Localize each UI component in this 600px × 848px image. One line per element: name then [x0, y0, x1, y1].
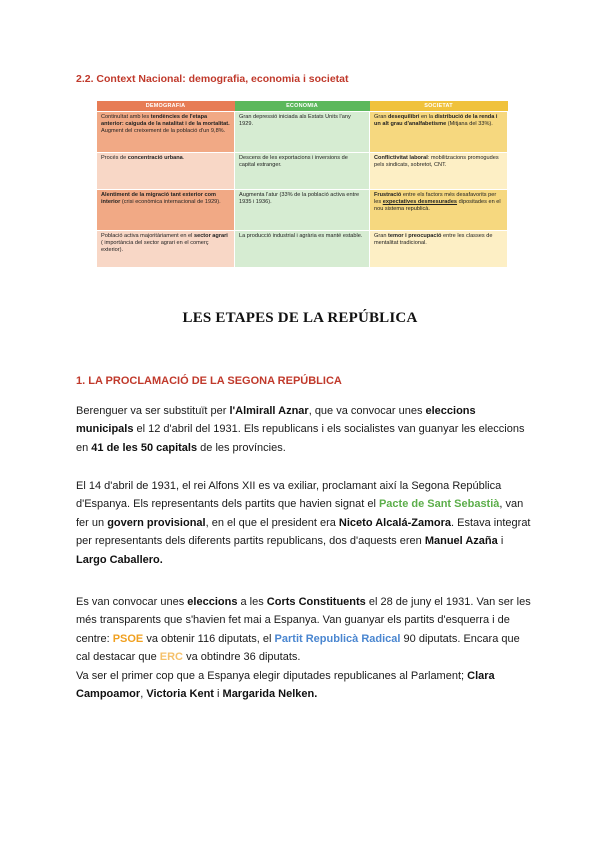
table-cell: Gran temor i preocupació entre les classes de mentalitat tradicional.	[370, 231, 508, 268]
table-cell: Augmenta l'atur (33% de la població activa entre 1935 i 1936).	[235, 190, 370, 231]
table-row	[97, 153, 508, 190]
table-cell: Població activa majoritàriament en el sector agrari ( importància del sector agrari en el comerç exterior).	[97, 231, 235, 268]
link-erc[interactable]: ERC	[159, 651, 184, 664]
table-cell: Gran depressió iniciada als Estats Units l'any 1929.	[235, 112, 370, 153]
table-cell: La producció industrial i agrària es manté estable.	[235, 231, 370, 268]
link-pacte-sant-sebastia[interactable]: Pacte de Sant Sebastià	[378, 498, 500, 511]
header-societat: SOCIETAT	[370, 101, 508, 112]
table-cell: Frustració entre els factors més desafavorits per les expectatives desmesurades dipositades en el nou sistema republicà.	[370, 190, 508, 231]
section-title: 2.2. Context Nacional: demografia, economia i societat	[76, 73, 349, 85]
page-title: LES ETAPES DE LA REPÚBLICA	[182, 310, 418, 326]
table-cell: Conflictivitat laboral: mobilitzacions promogudes pels sindicats, sobretot, CNT.	[370, 153, 508, 190]
table-row	[97, 231, 508, 268]
table-cell: Continuïtat amb les tendències de l'etapa anterior: caiguda de la natalitat i de la mortalitat. Augment del creixement de la població d'un 9,8%.	[97, 112, 235, 153]
paragraph-3: Es van convocar unes eleccions a les Corts Constituents el 28 de juny el 1931. Van ser les més transparents que s'havien fet mai a Espanya. Van guanyar els partits d'esquerra i de centre: PSOE va obtenir 116 diputats, el Partit Republicà Radical 90 diputats. Encara que cal destacar que ERC va obtindre 36 diputats.	[76, 596, 531, 664]
paragraph-1: Berenguer va ser substituït per l'Almirall Aznar, que va convocar unes eleccions municipals el 12 d'abril del 1931. Els republicans i els socialistes van guanyar les eleccions en 41 de les 50 capitals de les províncies.	[76, 405, 525, 454]
header-demografia: DEMOGRAFIA	[97, 101, 235, 112]
table-cell: Procés de concentració urbana.	[97, 153, 235, 190]
table-row	[97, 112, 508, 153]
table-cell: Alentiment de la migració tant exterior com interior (crisi econòmica internacional de 1929).	[97, 190, 235, 231]
table-cell: Descens de les exportacions i inversions de capital estranger.	[235, 153, 370, 190]
link-psoe[interactable]: PSOE	[112, 632, 144, 645]
link-partit-republica-radical[interactable]: Partit Republicà Radical	[274, 632, 401, 645]
table-cell: Gran desequilibri en la distribució de la renda i un alt grau d'analfabetisme (Mitjana del 33%).	[370, 112, 508, 153]
section-heading: 1. LA PROCLAMACIÓ DE LA SEGONA REPÚBLICA	[76, 375, 342, 387]
table-row	[97, 190, 508, 231]
paragraph-2: El 14 d'abril de 1931, el rei Alfons XII es va exiliar, proclamant així la Segona República d'Espanya. Els representants dels partits que havien signat el Pacte de Sant Sebastià, van fer un govern provisional, en el que el president era Niceto Alcalá-Zamora. Estava integrat per representants dels diferents partits republicans, dos d'aquests eren Manuel Azaña i Largo Caballero.	[76, 480, 531, 566]
paragraph-4: Va ser el primer cop que a Espanya elegir diputades republicanes al Parlament; Clara Campoamor, Victoria Kent i Margarida Nelken.	[76, 670, 495, 701]
table-header-row	[97, 101, 508, 112]
header-economia: ECONOMIA	[235, 101, 370, 112]
context-table	[96, 101, 508, 268]
